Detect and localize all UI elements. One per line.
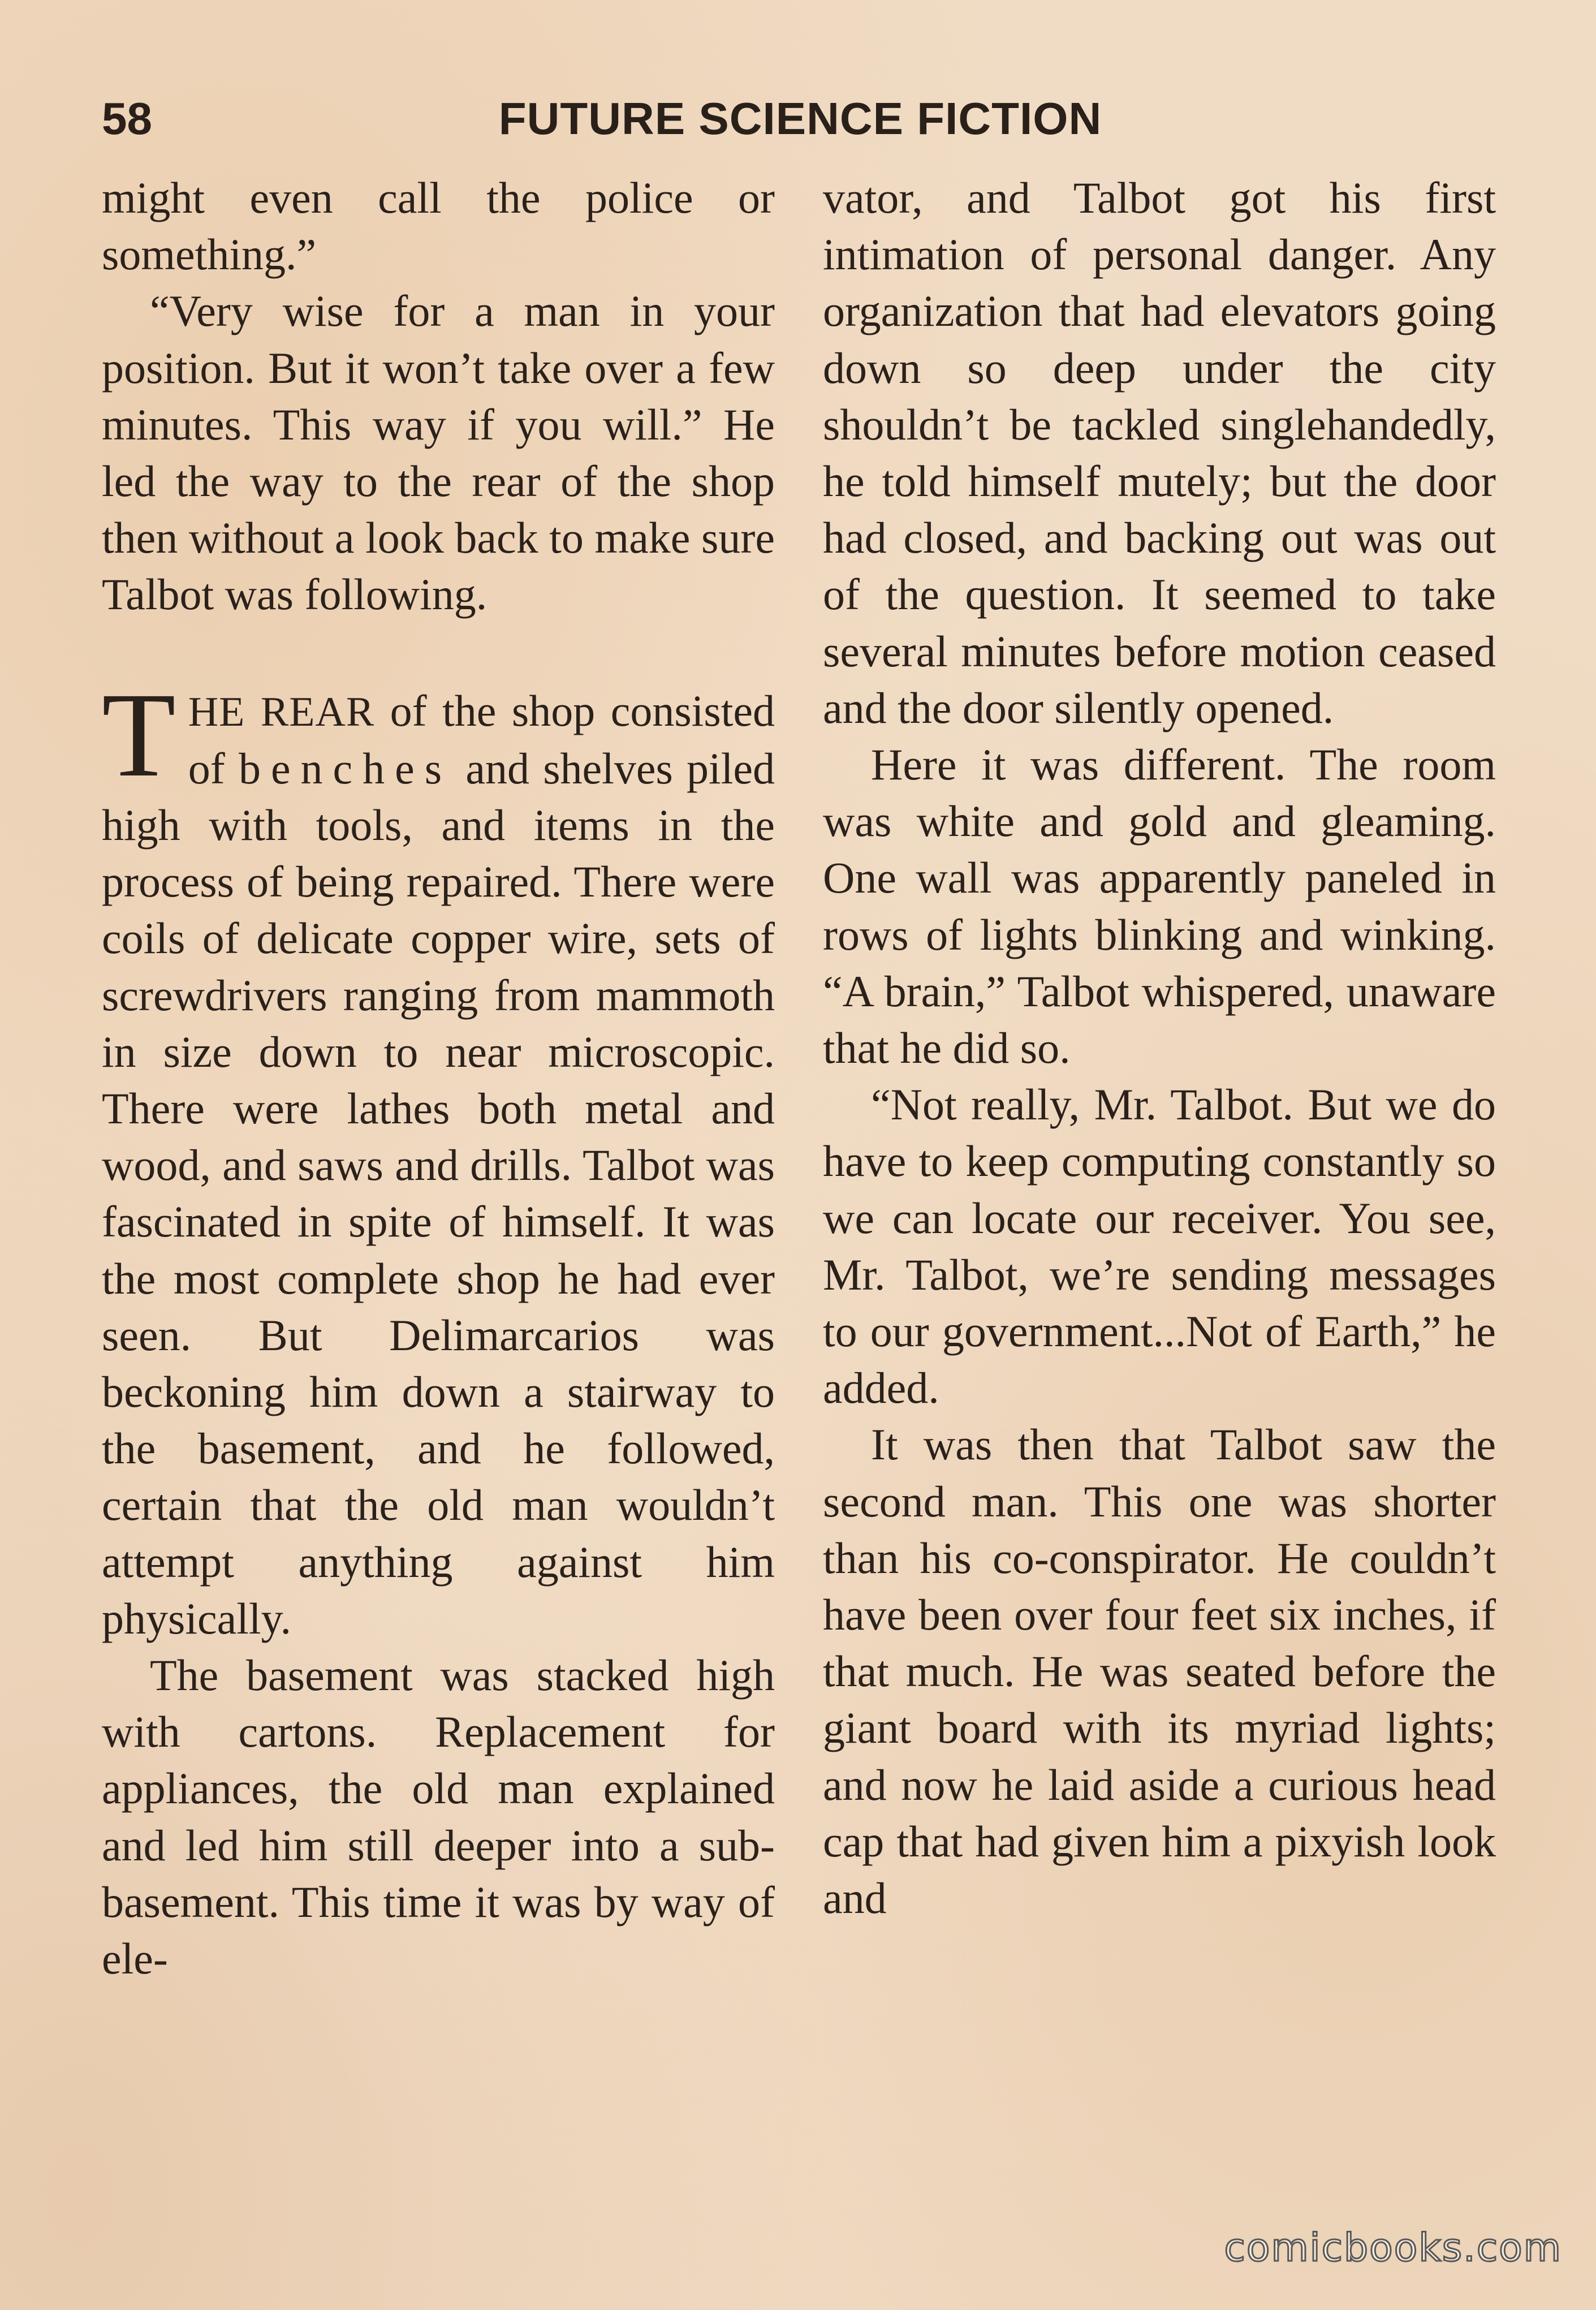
page-number: 58 <box>102 93 152 144</box>
running-title: FUTURE SCIENCE FICTION <box>498 93 1102 144</box>
section-opening-paragraph <box>102 667 775 1647</box>
small-caps-lead: HE REAR <box>188 688 375 735</box>
paragraph: “Very wise for a man in your position. But it won’t take over a few minutes. This way if you will.” He led the way to the rear of the shop then without a look back to make sure Talbot was following. <box>102 286 775 619</box>
page-header <box>102 85 1499 153</box>
paragraph: vator, and Talbot got his first intimation of personal danger. Any organization that had elevators going down so deep under the city shouldn’t be tackled singlehandedly, he told himself mutely; but the door had closed, and backing out was out of the question. It seemed to take several minutes before motion ceased and the door silently opened. <box>823 173 1496 732</box>
paragraph-text: of the shop consisted of <box>188 686 775 793</box>
paragraph: “Not really, Mr. Talbot. But we do have to keep computing constantly so we can locate our receiver. You see, Mr. Talbot, we’re sending messages to our government...Not of Earth,” he added. <box>823 1080 1496 1413</box>
watermark: comicbooks.com <box>1224 2226 1562 2270</box>
paragraph: The basement was stacked high with cartons. Replacement for appliances, the old man explained and led him still deeper into a sub-basement. This time it was by way of ele- <box>102 1650 775 1984</box>
paragraph: might even call the police or something.” <box>102 173 775 279</box>
left-column <box>102 170 775 1987</box>
letterspaced-word: benches <box>238 743 452 793</box>
paragraph: It was then that Talbot saw the second man. This one was shorter than his co-conspirator. He couldn’t have been over four feet six inches, if that much. He was seated before the giant board with its myriad lights; and now he laid aside a curious head cap that had given him a pixyish look and <box>823 1420 1496 1923</box>
drop-cap: T <box>102 667 176 802</box>
paragraph: Here it was different. The room was white and gold and gleaming. One wall was apparently paneled in rows of lights blinking and winking. “A brain,” Talbot whispered, unaware that he did so. <box>823 740 1496 1073</box>
paragraph-text: and shelves piled high with tools, and items in the process of being repaired. There were coils of delicate copper wire, sets of screwdrivers ranging from mammoth in size down to near microscopic. There were lathes both metal and wood, and saws and drills. Talbot was fascinated in spite of himself. It was the most complete shop he had ever seen. But Delimarcarios was beckoning him down a stairway to the basement, and he followed, certain that the old man wouldn’t attempt anything against him physically. <box>102 743 775 1643</box>
right-column <box>823 170 1496 1927</box>
